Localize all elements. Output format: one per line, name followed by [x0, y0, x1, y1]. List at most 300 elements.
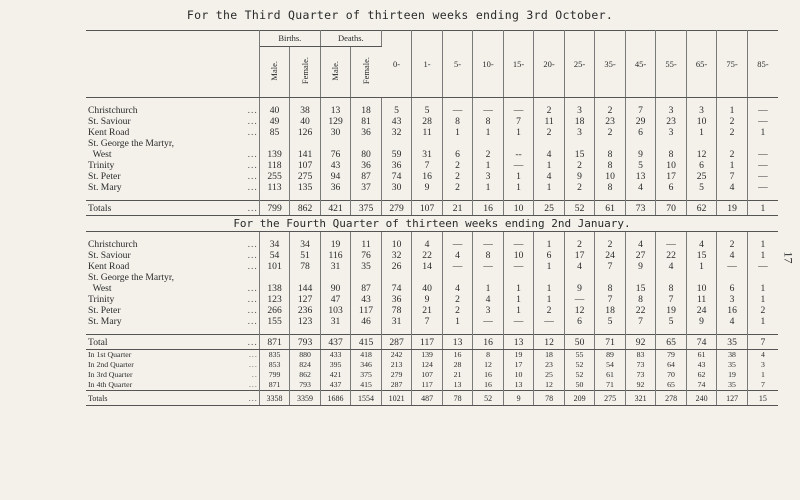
district-name-cell	[86, 116, 259, 127]
value-cell: 103	[320, 305, 351, 316]
header-district	[86, 31, 259, 98]
value-cell: 12	[473, 360, 504, 370]
value-cell	[503, 138, 534, 149]
value-cell: —	[717, 261, 748, 272]
value-cell: 2	[564, 239, 595, 250]
district-name: St. Peter	[88, 305, 121, 316]
value-cell: 266	[259, 305, 290, 316]
value-cell: 1	[503, 171, 534, 182]
value-cell: 7	[625, 316, 656, 327]
district-name-cell	[86, 149, 259, 160]
value-cell: 6	[625, 127, 656, 138]
value-cell: 47	[320, 294, 351, 305]
spacer-cell	[534, 327, 565, 335]
value-cell: 19	[717, 370, 748, 380]
table-row	[86, 250, 778, 261]
value-cell: 10	[503, 201, 534, 216]
value-cell: 107	[412, 201, 443, 216]
value-cell: 9	[564, 171, 595, 182]
value-cell: 144	[290, 283, 321, 294]
value-cell	[473, 272, 504, 283]
value-cell: 27	[625, 250, 656, 261]
value-cell: 10	[686, 116, 717, 127]
leader-dots: ...	[247, 127, 258, 138]
value-cell	[351, 272, 382, 283]
value-cell: 73	[625, 370, 656, 380]
value-cell: 52	[473, 391, 504, 406]
leader-dots: ...	[247, 105, 258, 116]
leader-dots: ...	[248, 380, 258, 389]
value-cell: 209	[564, 391, 595, 406]
spacer-cell	[747, 232, 778, 240]
value-cell: 415	[351, 335, 382, 350]
value-cell: —	[442, 261, 473, 272]
value-cell: —	[473, 105, 504, 116]
value-cell: 1	[760, 283, 766, 294]
value-cell: 4	[412, 239, 443, 250]
value-cell: 79	[656, 350, 687, 361]
header-births-female	[290, 47, 321, 98]
value-cell: 835	[259, 350, 290, 361]
value-cell: 3	[656, 127, 687, 138]
value-cell: 34	[290, 239, 321, 250]
table-row	[86, 305, 778, 316]
value-cell: 62	[686, 370, 717, 380]
value-cell: 16	[473, 370, 504, 380]
value-cell: 81	[351, 116, 382, 127]
value-cell: 113	[259, 182, 290, 193]
value-cell	[686, 272, 717, 283]
spacer-row	[86, 327, 778, 335]
value-cell: 10	[503, 370, 534, 380]
value-cell: 127	[717, 391, 748, 406]
value-cell: 8	[656, 283, 687, 294]
leader-dots: ...	[247, 316, 258, 327]
value-cell: 31	[320, 316, 351, 327]
section-title: For the Fourth Quarter of thirteen weeks ending 2nd January.	[86, 216, 778, 232]
spacer-cell	[381, 193, 412, 201]
value-cell: 3	[760, 360, 765, 369]
value-cell	[290, 272, 321, 283]
table-row	[86, 127, 778, 138]
value-cell: 4	[625, 239, 656, 250]
value-cell	[412, 272, 443, 283]
value-cell: 2	[442, 160, 473, 171]
leader-dots: ...	[247, 160, 258, 171]
value-cell: 15	[564, 149, 595, 160]
value-cell	[534, 272, 565, 283]
value-cell: 11	[412, 127, 443, 138]
spacer-cell	[595, 232, 626, 240]
value-cell: 16	[473, 335, 504, 350]
value-cell: 1	[717, 105, 748, 116]
value-cell: 2	[595, 127, 626, 138]
leader-dots: ...	[247, 294, 258, 305]
value-cell	[564, 138, 595, 149]
district-name-cell	[86, 272, 259, 283]
district-name: Kent Road	[88, 127, 130, 138]
value-cell: 46	[351, 316, 382, 327]
value-cell: 9	[564, 283, 595, 294]
value-cell: 8	[625, 294, 656, 305]
spacer-cell	[717, 327, 748, 335]
value-cell: 5	[656, 316, 687, 327]
district-name-cell	[86, 261, 259, 272]
district-name: St. George the Martyr,	[88, 138, 175, 149]
value-cell: —	[758, 160, 768, 171]
district-name: Christchurch	[88, 105, 138, 116]
district-name-cell	[86, 171, 259, 182]
spacer-cell	[686, 327, 717, 335]
value-cell: 10	[656, 160, 687, 171]
value-cell: 3	[686, 105, 717, 116]
leader-dots: ...	[248, 360, 258, 369]
value-cell: 2	[717, 116, 748, 127]
value-cell: 793	[290, 380, 321, 391]
value-cell: 78	[381, 305, 412, 316]
value-cell: 4	[625, 182, 656, 193]
value-cell: 5	[625, 160, 656, 171]
value-cell: 433	[320, 350, 351, 361]
value-cell	[381, 138, 412, 149]
value-cell: 2	[473, 149, 504, 160]
value-cell: 880	[290, 350, 321, 361]
value-cell: 279	[381, 370, 412, 380]
value-cell: 36	[320, 182, 351, 193]
spacer-cell	[442, 327, 473, 335]
value-cell: 1	[534, 182, 565, 193]
value-cell: 71	[595, 380, 626, 391]
value-cell: 437	[320, 380, 351, 391]
value-cell	[320, 272, 351, 283]
value-cell: 13	[625, 171, 656, 182]
value-cell: 117	[412, 335, 443, 350]
header-age: 20-	[534, 31, 565, 98]
value-cell: 7	[656, 294, 687, 305]
value-cell: 1	[686, 261, 717, 272]
value-cell: 117	[412, 380, 443, 391]
value-cell: 19	[503, 350, 534, 361]
spacer-cell	[564, 98, 595, 106]
summary-row	[86, 360, 778, 370]
value-cell: 4	[656, 261, 687, 272]
value-cell	[259, 138, 290, 149]
spacer-cell	[534, 98, 565, 106]
value-cell: —	[473, 239, 504, 250]
value-cell: 43	[381, 116, 412, 127]
value-cell: 2	[760, 305, 766, 316]
value-cell: 862	[290, 201, 321, 216]
value-cell: 12	[564, 305, 595, 316]
spacer-cell	[473, 193, 504, 201]
value-cell: 23	[595, 116, 626, 127]
spacer-cell	[442, 193, 473, 201]
spacer-cell	[473, 98, 504, 106]
spacer-cell	[656, 193, 687, 201]
value-cell: 16	[412, 171, 443, 182]
value-cell: 4	[717, 316, 748, 327]
value-cell: 40	[412, 283, 443, 294]
value-cell: 9	[412, 294, 443, 305]
value-cell: 275	[290, 171, 321, 182]
header-age: 15-	[503, 31, 534, 98]
district-name-cell	[86, 239, 259, 250]
value-cell: 116	[320, 250, 351, 261]
value-cell: 4	[442, 250, 473, 261]
value-cell: 101	[259, 261, 290, 272]
value-cell: 138	[259, 283, 290, 294]
value-cell: 22	[656, 250, 687, 261]
value-cell: 16	[473, 201, 504, 216]
value-cell	[717, 138, 748, 149]
spacer-cell	[473, 232, 504, 240]
spacer-cell	[625, 98, 656, 106]
value-cell: 78	[442, 391, 473, 406]
value-cell: 12	[534, 380, 565, 391]
value-cell: 7	[412, 316, 443, 327]
value-cell: 4	[686, 239, 717, 250]
value-cell: 129	[320, 116, 351, 127]
value-cell: 14	[412, 261, 443, 272]
value-cell: 51	[290, 250, 321, 261]
value-cell: 38	[290, 105, 321, 116]
value-cell: 139	[412, 350, 443, 361]
value-cell: 92	[625, 335, 656, 350]
value-cell: 117	[351, 305, 382, 316]
value-cell: 141	[290, 149, 321, 160]
district-name: Totals	[88, 393, 108, 403]
header-age: 5-	[442, 31, 473, 98]
spacer-cell	[656, 98, 687, 106]
value-cell: 7	[595, 261, 626, 272]
spacer-cell	[320, 193, 351, 201]
district-name: West	[88, 283, 112, 294]
value-cell: 1	[503, 182, 534, 193]
value-cell: 1	[760, 127, 766, 138]
value-cell: 7	[412, 160, 443, 171]
value-cell	[442, 138, 473, 149]
value-cell: 13	[320, 105, 351, 116]
value-cell: 240	[686, 391, 717, 406]
mortality-table	[86, 30, 778, 406]
value-cell: 3	[656, 105, 687, 116]
district-name: In 1st Quarter	[88, 350, 132, 359]
value-cell	[686, 138, 717, 149]
value-cell: —	[758, 261, 768, 272]
value-cell: 87	[351, 283, 382, 294]
value-cell: 70	[656, 370, 687, 380]
table-row	[86, 283, 778, 294]
spacer-cell	[86, 232, 259, 240]
spacer-cell	[86, 193, 259, 201]
header-deaths-male	[320, 47, 351, 98]
spacer-cell	[656, 232, 687, 240]
value-cell: 43	[351, 294, 382, 305]
leader-dots: ...	[247, 239, 258, 250]
value-cell: 4	[717, 182, 748, 193]
value-cell	[442, 272, 473, 283]
section-title-row	[86, 216, 778, 232]
leader-dots: ...	[247, 182, 258, 193]
value-cell: 12	[534, 335, 565, 350]
value-cell: 9	[412, 182, 443, 193]
spacer-cell	[625, 193, 656, 201]
value-cell: 2	[534, 305, 565, 316]
value-cell: 21	[442, 201, 473, 216]
value-cell: 90	[320, 283, 351, 294]
value-cell: 87	[351, 171, 382, 182]
value-cell: 52	[564, 370, 595, 380]
value-cell: 13	[503, 335, 534, 350]
spacer-cell	[320, 98, 351, 106]
district-name-cell	[86, 182, 259, 193]
value-cell: 107	[412, 370, 443, 380]
district-name-cell	[86, 370, 259, 380]
value-cell: 1	[442, 316, 473, 327]
value-cell: 35	[717, 360, 748, 370]
spacer-cell	[717, 98, 748, 106]
value-cell: 2	[717, 127, 748, 138]
value-cell: 1	[473, 283, 504, 294]
value-cell: 21	[442, 370, 473, 380]
spacer-cell	[351, 98, 382, 106]
spacer-cell	[290, 327, 321, 335]
value-cell: 54	[259, 250, 290, 261]
value-cell	[747, 138, 778, 149]
table-row	[86, 171, 778, 182]
header-age: 55-	[656, 31, 687, 98]
leader-dots: ..	[251, 370, 258, 379]
table-row	[86, 316, 778, 327]
value-cell: 52	[564, 201, 595, 216]
value-cell: 21	[412, 305, 443, 316]
value-cell: —	[503, 316, 534, 327]
value-cell: 18	[564, 116, 595, 127]
district-name: Christchurch	[88, 239, 138, 250]
value-cell: 30	[381, 182, 412, 193]
value-cell: 2	[534, 127, 565, 138]
grand-totals-row	[86, 391, 778, 406]
table-row	[86, 160, 778, 171]
value-cell: 5	[686, 182, 717, 193]
value-cell: 40	[259, 105, 290, 116]
value-cell: 8	[473, 116, 504, 127]
table-row	[86, 261, 778, 272]
value-cell	[656, 138, 687, 149]
header-label: Female.	[360, 56, 371, 85]
district-name: Trinity	[88, 160, 115, 171]
value-cell	[625, 138, 656, 149]
district-name: St. Mary	[88, 316, 122, 327]
leader-dots: ...	[247, 116, 258, 127]
value-cell: 1	[503, 294, 534, 305]
value-cell: —	[758, 171, 768, 182]
value-cell: 15	[747, 391, 778, 406]
district-name-cell	[86, 294, 259, 305]
value-cell: 8	[473, 250, 504, 261]
value-cell	[381, 272, 412, 283]
spacer-cell	[686, 232, 717, 240]
table-row	[86, 294, 778, 305]
value-cell: 1	[760, 294, 766, 305]
value-cell: 275	[595, 391, 626, 406]
value-cell: 415	[351, 380, 382, 391]
spacer-cell	[259, 98, 290, 106]
value-cell: 36	[381, 160, 412, 171]
district-name-cell	[86, 305, 259, 316]
spacer-cell	[351, 232, 382, 240]
district-name: In 2nd Quarter	[88, 360, 134, 369]
spacer-cell	[656, 327, 687, 335]
header-age: 75-	[717, 31, 748, 98]
value-cell: 13	[503, 380, 534, 391]
spacer-cell	[442, 98, 473, 106]
value-cell: 236	[290, 305, 321, 316]
value-cell: 7	[625, 105, 656, 116]
totals-row	[86, 335, 778, 350]
value-cell	[473, 138, 504, 149]
value-cell: 80	[351, 149, 382, 160]
table-row	[86, 149, 778, 160]
value-cell: 1	[503, 305, 534, 316]
value-cell: 22	[412, 250, 443, 261]
header-row-groups	[86, 31, 778, 47]
value-cell: 23	[656, 116, 687, 127]
value-cell: 74	[686, 335, 717, 350]
district-name-cell	[86, 350, 259, 361]
spacer-cell	[503, 193, 534, 201]
value-cell: 24	[686, 305, 717, 316]
value-cell	[564, 272, 595, 283]
leader-dots: ...	[248, 350, 258, 359]
value-cell: 1	[760, 250, 766, 261]
value-cell: 437	[320, 335, 351, 350]
spacer-cell	[412, 193, 443, 201]
district-name: St. George the Martyr,	[88, 272, 175, 283]
value-cell	[320, 138, 351, 149]
value-cell: 17	[656, 171, 687, 182]
value-cell: 1554	[351, 391, 382, 406]
value-cell: 50	[564, 380, 595, 391]
value-cell: 13	[442, 380, 473, 391]
value-cell: 76	[320, 149, 351, 160]
spacer-row	[86, 193, 778, 201]
value-cell: 321	[625, 391, 656, 406]
value-cell: 12	[686, 149, 717, 160]
value-cell: 375	[351, 201, 382, 216]
spacer-cell	[86, 327, 259, 335]
value-cell: 92	[625, 380, 656, 391]
spacer-cell	[503, 98, 534, 106]
spacer-cell	[686, 193, 717, 201]
value-cell: 76	[351, 250, 382, 261]
spacer-cell	[625, 327, 656, 335]
spacer-cell	[534, 193, 565, 201]
spacer-cell	[381, 98, 412, 106]
value-cell: 124	[412, 360, 443, 370]
value-cell: 8	[595, 283, 626, 294]
value-cell: 375	[351, 370, 382, 380]
district-name-cell	[86, 335, 259, 350]
value-cell: 127	[290, 294, 321, 305]
value-cell: 40	[290, 116, 321, 127]
value-cell: 2	[564, 182, 595, 193]
value-cell: 2	[442, 294, 473, 305]
value-cell: 6	[656, 182, 687, 193]
header-deaths-female	[351, 47, 382, 98]
value-cell: 6	[534, 250, 565, 261]
spacer-cell	[747, 193, 778, 201]
